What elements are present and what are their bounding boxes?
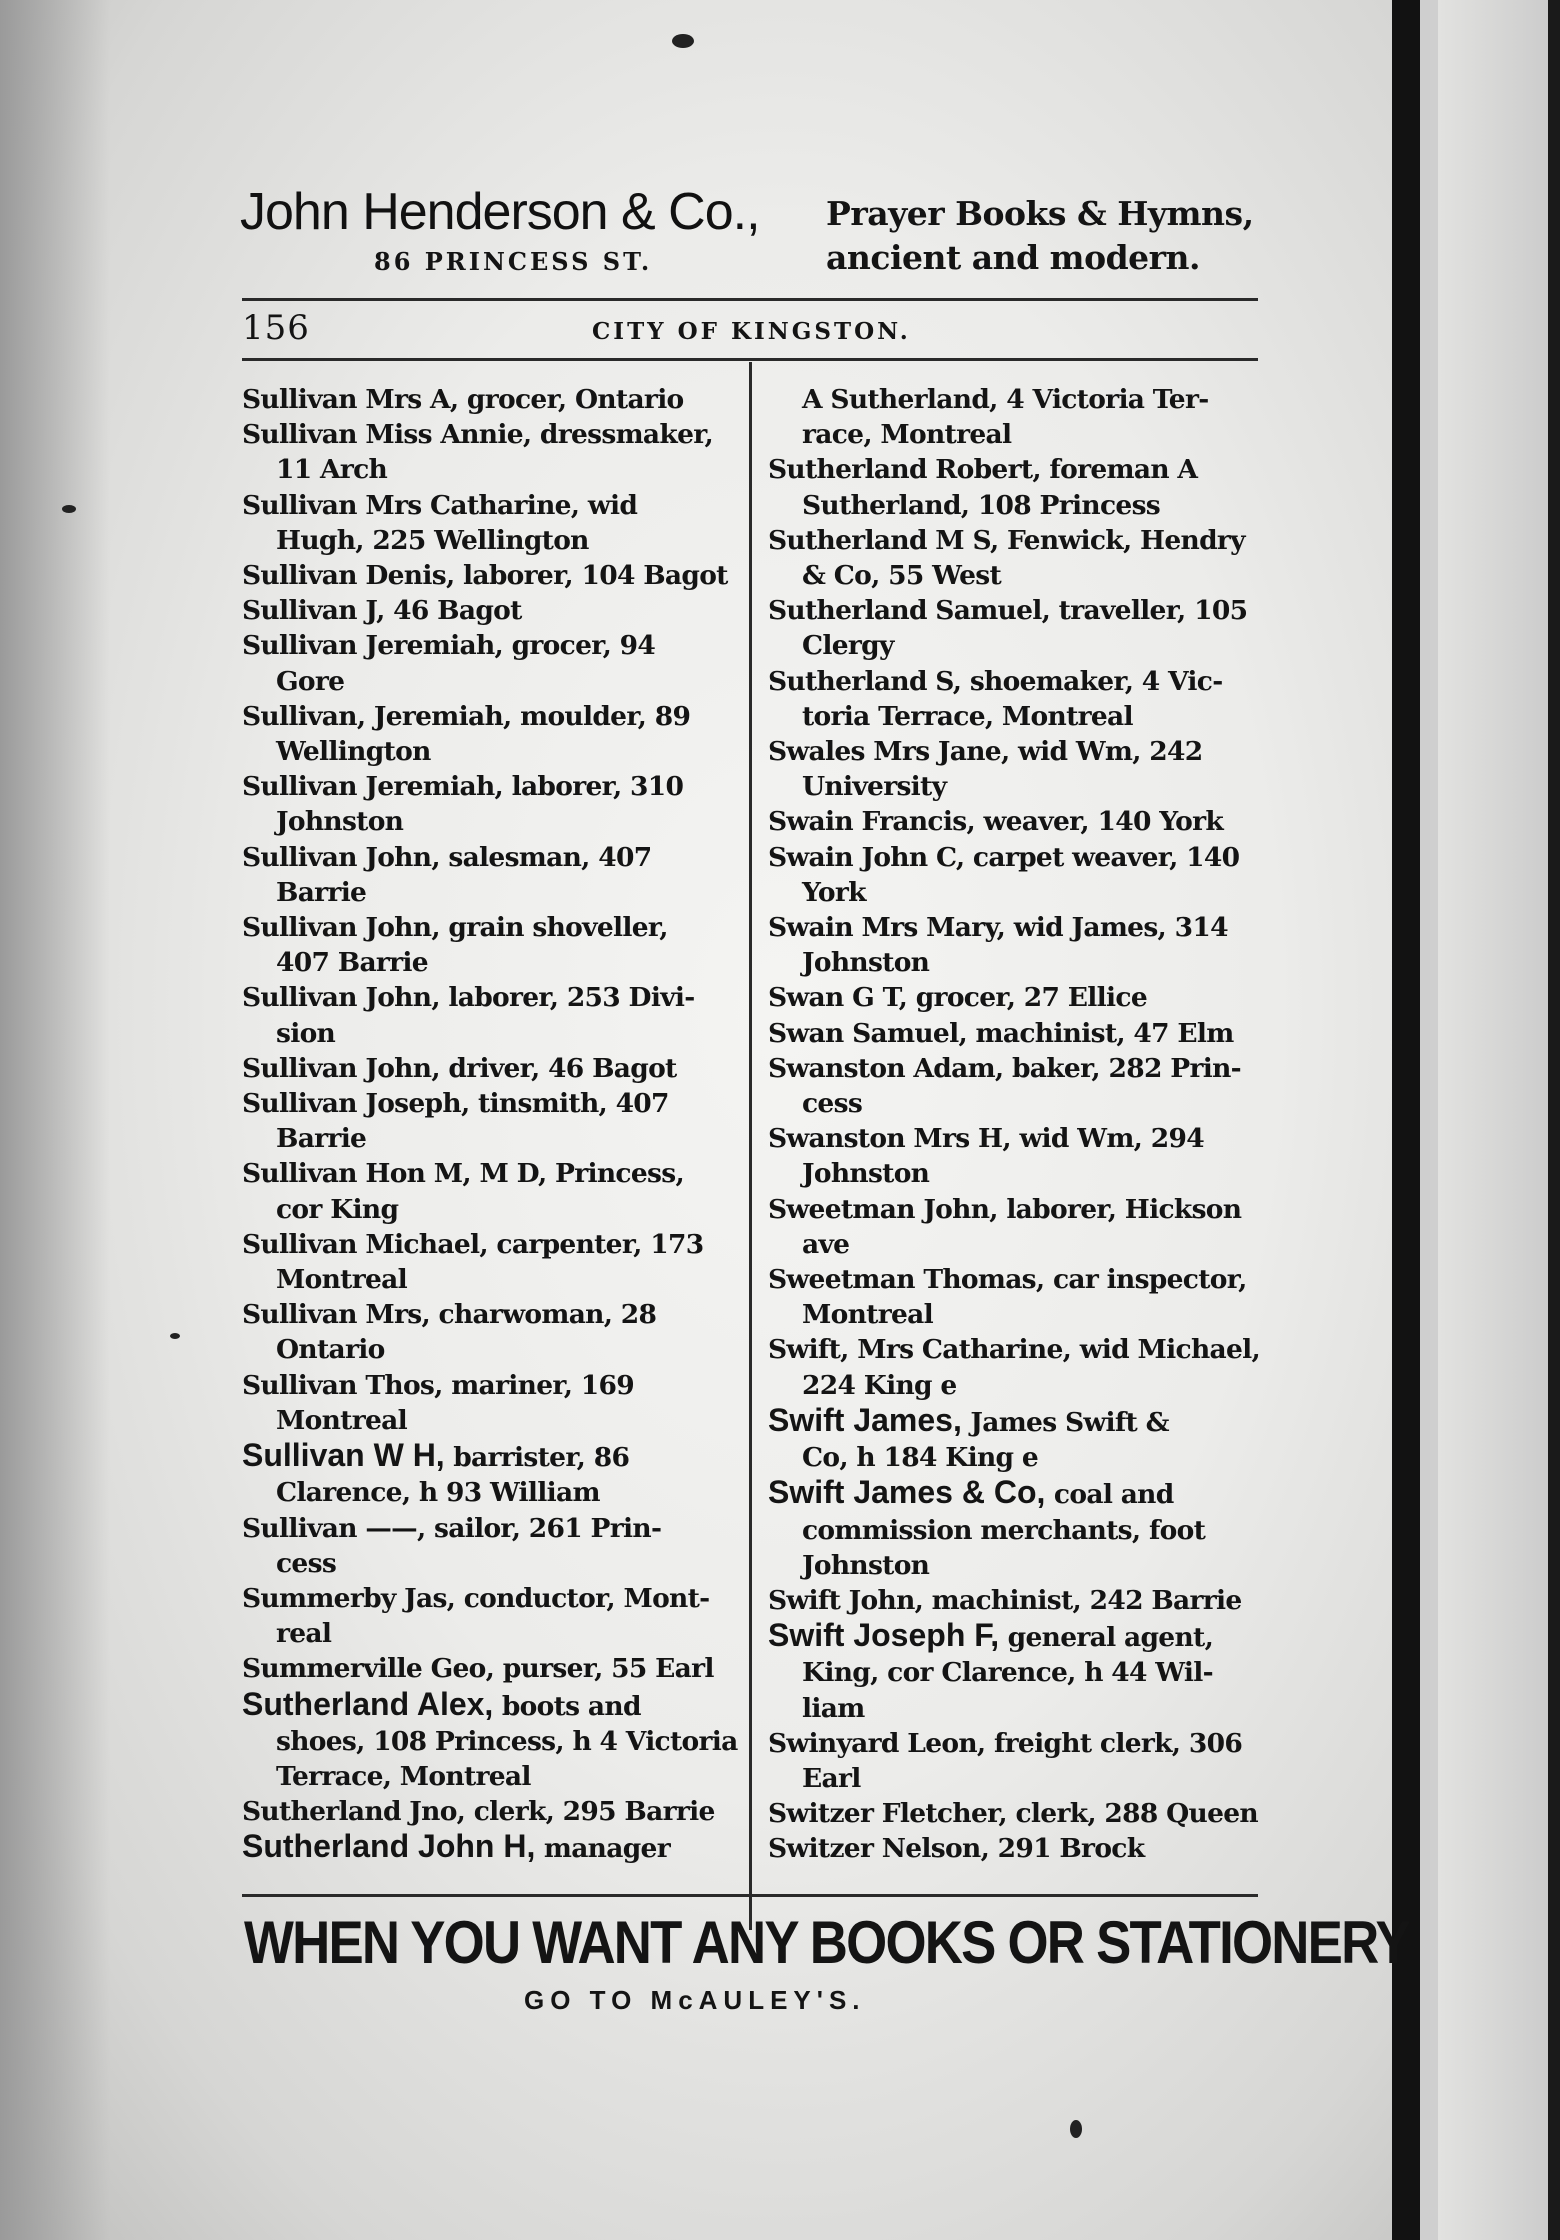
footer-ad-subline: GO TO McAULEY'S. <box>524 1985 866 2015</box>
entry-continuation-line: Co, h 184 King e <box>802 1442 1039 1474</box>
directory-entry <box>242 699 732 769</box>
entry-first-line: Sullivan J, 46 Bagot <box>242 595 522 627</box>
entry-first-line: Sweetman John, laborer, Hickson <box>768 1193 1242 1225</box>
advertiser-name: John Henderson & Co., <box>240 183 760 241</box>
entry-continuation-line: 11 Arch <box>276 454 388 486</box>
entry-first-line: Sullivan John, salesman, 407 <box>242 841 652 873</box>
footer-rule <box>242 1894 1258 1897</box>
book-gutter <box>1392 0 1420 2240</box>
entry-first-line: Sullivan Mrs A, grocer, Ontario <box>242 384 684 415</box>
entry-continuation-line: A Sutherland, 4 Victoria Ter- <box>802 384 1209 415</box>
entry-first-line: general agent, <box>999 1622 1214 1654</box>
directory-entry <box>242 628 732 698</box>
entry-continuation-line: Clarence, h 93 William <box>276 1477 600 1509</box>
entry-first-line: Sullivan ——, sailor, 261 Prin- <box>242 1512 662 1544</box>
directory-entry <box>242 417 732 487</box>
entry-continuation-line: Johnston <box>276 806 404 838</box>
entry-continuation-line: Earl <box>802 1762 861 1794</box>
entry-continuation-line: Clergy <box>802 630 894 662</box>
directory-entry <box>242 593 732 628</box>
entry-continuation-line: University <box>802 771 947 803</box>
directory-entry <box>242 910 732 980</box>
entry-first-line: Swain John C, carpet weaver, 140 <box>768 841 1240 873</box>
directory-entry <box>242 980 732 1050</box>
directory-entry <box>242 1086 732 1156</box>
entry-continuation-line: Johnston <box>802 1549 930 1581</box>
entry-first-line: Sullivan Denis, laborer, 104 Bagot <box>242 560 728 592</box>
directory-entry <box>242 1511 732 1581</box>
entry-continuation-line: Ontario <box>276 1334 385 1366</box>
entry-continuation-line: Sutherland, 108 Princess <box>802 489 1161 521</box>
directory-entry <box>768 1121 1258 1191</box>
header-bottom-rule <box>242 358 1258 361</box>
entry-first-line: Swift, Mrs Catharine, wid Michael, <box>768 1334 1261 1366</box>
entry-first-line: Sullivan John, grain shoveller, <box>242 912 668 944</box>
entry-continuation-line: Johnston <box>802 947 930 979</box>
directory-entry <box>768 1796 1258 1831</box>
entry-first-line: Swain Francis, weaver, 140 York <box>768 806 1224 838</box>
entry-first-line: Sutherland Jno, clerk, 295 Barrie <box>242 1796 715 1828</box>
entry-first-line: Switzer Fletcher, clerk, 288 Queen <box>768 1798 1258 1830</box>
entry-first-line: Sutherland M S, Fenwick, Hendry <box>768 524 1245 556</box>
directory-entry <box>768 910 1258 980</box>
header-ad-line-2: ancient and modern. <box>826 238 1201 277</box>
directory-entry <box>768 840 1258 910</box>
directory-entry <box>768 980 1258 1015</box>
directory-entry <box>242 840 732 910</box>
entry-first-line: Sullivan John, driver, 46 Bagot <box>242 1052 677 1084</box>
scan-speck <box>1070 2120 1082 2138</box>
directory-entry <box>768 593 1258 663</box>
entry-continuation-line: Montreal <box>276 1404 407 1436</box>
directory-entry <box>768 382 1258 452</box>
directory-entry <box>768 1016 1258 1051</box>
entry-first-line: Sullivan Jeremiah, grocer, 94 <box>242 630 656 662</box>
entry-continuation-line: cess <box>276 1547 337 1579</box>
entry-first-line: Sullivan, Jeremiah, moulder, 89 <box>242 700 691 732</box>
directory-entry <box>768 734 1258 804</box>
entry-first-line: Swanston Adam, baker, 282 Prin- <box>768 1052 1241 1084</box>
entry-first-line: Sullivan John, laborer, 253 Divi- <box>242 982 695 1014</box>
right-column <box>768 382 1261 1867</box>
directory-entry <box>768 1403 1258 1475</box>
running-title: CITY OF KINGSTON. <box>592 318 911 345</box>
footer-ad-headline: WHEN YOU WANT ANY BOOKS OR STATIONERY <box>244 1909 1409 1976</box>
entry-first-line: Sutherland S, shoemaker, 4 Vic- <box>768 665 1223 697</box>
directory-entry <box>242 1297 732 1367</box>
scan-speck <box>672 34 694 48</box>
entry-continuation-line: real <box>276 1618 332 1650</box>
entry-name-bold: Sutherland John H, <box>242 1828 536 1865</box>
directory-entry <box>242 558 732 593</box>
directory-entry <box>768 1051 1258 1121</box>
entry-first-line: Sullivan Hon M, M D, Princess, <box>242 1158 684 1190</box>
entry-first-line: Sutherland Samuel, traveller, 105 <box>768 595 1248 627</box>
entry-continuation-line: Wellington <box>276 736 431 768</box>
page-left-shadow <box>0 0 110 2240</box>
entry-first-line: Swain Mrs Mary, wid James, 314 <box>768 912 1228 944</box>
entry-first-line: Sullivan Joseph, tinsmith, 407 <box>242 1088 669 1120</box>
directory-entry <box>242 488 732 558</box>
entry-continuation-line: Johnston <box>802 1158 930 1190</box>
entry-continuation-line: Barrie <box>276 876 367 908</box>
entry-continuation-line: Hugh, 225 Wellington <box>276 524 589 556</box>
directory-entry <box>768 1192 1258 1262</box>
entry-name-bold: Sutherland Alex, <box>242 1685 494 1722</box>
entry-continuation-line: York <box>802 876 866 908</box>
entry-first-line: Swales Mrs Jane, wid Wm, 242 <box>768 736 1203 768</box>
entry-first-line: Sullivan Mrs Catharine, wid <box>242 489 638 521</box>
entry-first-line: Swinyard Leon, freight clerk, 306 <box>768 1727 1243 1759</box>
entry-first-line: Sullivan Thos, mariner, 169 <box>242 1369 634 1401</box>
entry-continuation-line: Montreal <box>276 1264 407 1296</box>
page-number: 156 <box>242 308 310 348</box>
entry-first-line: manager <box>535 1833 670 1865</box>
entry-first-line: Sullivan Michael, carpenter, 173 <box>242 1228 704 1260</box>
entry-continuation-line: & Co, 55 West <box>802 560 1001 592</box>
entry-continuation-line: King, cor Clarence, h 44 Wil- <box>802 1657 1213 1689</box>
entry-continuation-line: cess <box>802 1088 863 1120</box>
entry-first-line: Swanston Mrs H, wid Wm, 294 <box>768 1123 1204 1155</box>
directory-entry <box>242 1829 732 1866</box>
directory-entry <box>242 1368 732 1438</box>
adjacent-page-edge <box>1438 0 1560 2240</box>
directory-entry <box>242 382 732 417</box>
directory-entry <box>768 1475 1258 1583</box>
advertiser-address: 86 PRINCESS ST. <box>374 247 653 276</box>
directory-entry <box>242 1051 732 1086</box>
header-top-rule <box>242 298 1258 301</box>
directory-entry <box>242 1581 732 1651</box>
entry-name-bold: Swift James & Co, <box>768 1474 1046 1511</box>
entry-first-line: barrister, 86 <box>444 1442 630 1474</box>
entry-continuation-line: Montreal <box>802 1299 933 1331</box>
directory-entry <box>768 1332 1261 1402</box>
entry-first-line: coal and <box>1045 1479 1174 1511</box>
directory-entry <box>242 1438 732 1510</box>
entry-first-line: Swan Samuel, machinist, 47 Elm <box>768 1017 1234 1049</box>
adjacent-page-border <box>1548 0 1560 2240</box>
directory-entry <box>768 523 1258 593</box>
directory-entry <box>242 1685 738 1795</box>
entry-continuation-line: Gore <box>276 665 345 697</box>
directory-entry <box>768 664 1258 734</box>
entry-continuation-line: liam <box>802 1692 865 1724</box>
entry-name-bold: Swift James, <box>768 1401 962 1438</box>
directory-entry <box>768 1618 1258 1726</box>
entry-first-line: Summerville Geo, purser, 55 Earl <box>242 1653 714 1685</box>
left-column <box>242 382 738 1867</box>
entry-first-line: Swan G T, grocer, 27 Ellice <box>768 982 1147 1014</box>
entry-continuation-line: Barrie <box>276 1123 367 1155</box>
entry-continuation-line: toria Terrace, Montreal <box>802 700 1133 732</box>
entry-continuation-line: commission merchants, foot <box>802 1514 1206 1546</box>
entry-continuation-line: sion <box>276 1017 336 1049</box>
entry-continuation-line: 407 Barrie <box>276 947 428 979</box>
entry-continuation-line: race, Montreal <box>802 419 1012 451</box>
entry-name-bold: Sullivan W H, <box>242 1437 445 1474</box>
entry-first-line: Sutherland Robert, foreman A <box>768 454 1198 486</box>
entry-first-line: Sullivan Mrs, charwoman, 28 <box>242 1299 657 1331</box>
entry-first-line: Swift John, machinist, 242 Barrie <box>768 1584 1242 1616</box>
entry-continuation-line: 224 King e <box>802 1369 957 1401</box>
gutter-gap <box>1420 0 1438 2240</box>
entry-continuation-line: ave <box>802 1228 850 1260</box>
entry-first-line: Switzer Nelson, 291 Brock <box>768 1833 1145 1865</box>
directory-entry <box>242 1794 732 1829</box>
entry-first-line: Sullivan Miss Annie, dressmaker, <box>242 419 714 451</box>
directory-entry <box>768 804 1258 839</box>
directory-entry <box>242 1156 732 1226</box>
directory-entry <box>768 452 1258 522</box>
entry-first-line: Sullivan Jeremiah, laborer, 310 <box>242 771 684 803</box>
directory-entry <box>242 1651 732 1686</box>
scan-speck <box>62 505 76 513</box>
entry-first-line: Summerby Jas, conductor, Mont- <box>242 1582 710 1614</box>
entry-continuation-line: Terrace, Montreal <box>276 1760 531 1792</box>
entry-first-line: boots and <box>493 1690 641 1722</box>
directory-entry <box>242 1227 732 1297</box>
scan-speck <box>170 1333 180 1339</box>
directory-entry <box>768 1262 1258 1332</box>
entry-name-bold: Swift Joseph F, <box>768 1617 1000 1654</box>
column-divider <box>749 362 752 1930</box>
directory-entry <box>768 1583 1258 1618</box>
entry-first-line: James Swift & <box>961 1406 1169 1438</box>
header-ad-line-1: Prayer Books & Hymns, <box>826 194 1254 233</box>
directory-entry <box>242 769 732 839</box>
entry-continuation-line: cor King <box>276 1193 399 1225</box>
directory-entry <box>768 1726 1258 1796</box>
directory-entry <box>768 1831 1258 1866</box>
entry-first-line: Sweetman Thomas, car inspector, <box>768 1264 1247 1296</box>
entry-continuation-line: shoes, 108 Princess, h 4 Victoria <box>276 1725 738 1757</box>
